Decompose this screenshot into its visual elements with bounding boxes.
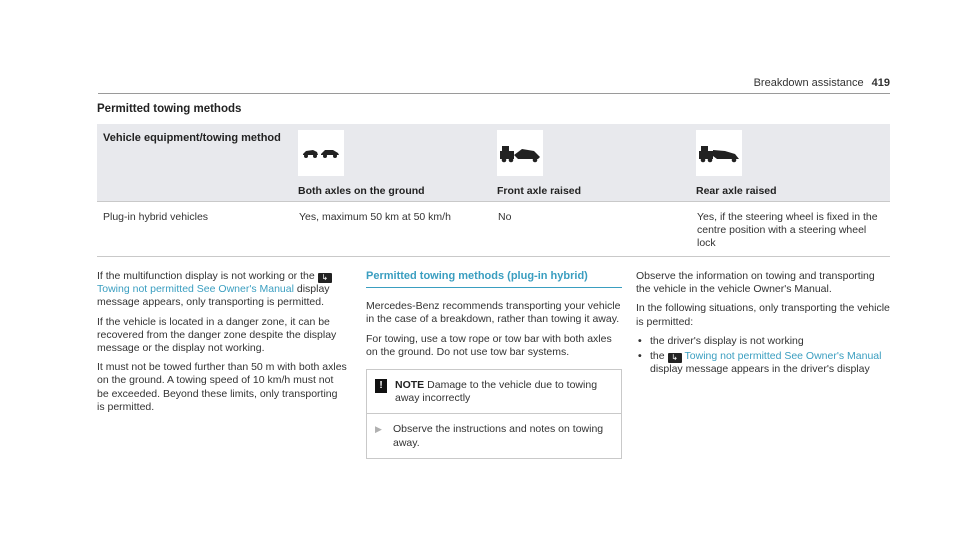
display-message-link[interactable]: Towing not permitted See Owner's Manual [97,283,294,296]
paragraph: It must not be towed further than 50 m with both axles on the ground. A towing speed of 10 km/h must not be exceeded. Beyond these limits, only transporting is permitted. [97,361,347,413]
cell-both-axles: Yes, maximum 50 km at 50 km/h [293,202,492,257]
car-both-axles-icon [298,130,344,176]
paragraph: Observe the information on towing and transporting the vehicle in the vehicle Owner's Manual. [636,270,875,296]
note-box [366,369,622,459]
column-label: Front axle raised [497,185,582,197]
list-item [636,335,891,348]
paragraph: For towing, use a tow rope or tow bar with both axles on the ground. Do not use tow bar systems. [366,332,612,358]
bullet-icon: • [638,350,642,363]
list-item [636,350,891,376]
table-header-col-rear-raised [691,124,890,202]
paragraph: Mercedes-Benz recommends transporting your vehicle in the case of a breakdown, rather than towing it away. [366,300,621,326]
tow-truck-front-raised-icon [497,130,543,176]
towing-warning-icon: ↳ [668,353,682,363]
paragraph-text: If the multifunction display is not working or the [97,270,315,282]
paragraph-text: display message appears, only transporting is permitted. [97,283,330,309]
list-item-text: the driver's display is not working [650,334,804,347]
page-number: 419 [871,77,890,89]
exclamation-icon: ! [375,379,387,393]
note-action-text: Observe the instructions and notes on towing away. [393,423,604,449]
header-rule [98,93,890,94]
paragraph: In the following situations, only transporting the vehicle is permitted: [636,302,890,328]
note-action [367,414,621,457]
note-label: NOTE [395,379,425,392]
table-header-cell [97,124,293,202]
table-header-col-both-axles [293,124,492,202]
tow-truck-rear-raised-icon [696,130,742,176]
cell-vehicle: Plug-in hybrid vehicles [97,202,293,257]
note-header [367,370,621,414]
text-column-middle [366,270,622,459]
paragraph: If the vehicle is located in a danger zone, it can be recovered from the danger zone despite the display message or the display not working. [97,315,337,355]
column-label: Rear axle raised [696,185,777,197]
bullet-icon: • [638,334,642,347]
text-column-left [97,270,347,420]
header-section: Breakdown assistance [753,77,864,89]
column-label: Both axles on the ground [298,185,425,197]
display-message-link[interactable]: Towing not permitted See Owner's Manual [684,350,882,363]
subsection-title: Permitted towing methods (plug-in hybrid) [366,270,622,288]
cell-front-raised: No [492,202,691,257]
text-column-right [636,270,891,378]
bullet-list [636,335,891,377]
towing-methods-table [97,124,890,257]
list-item-text: display message appears in the driver's display [650,363,870,376]
list-item-text: the [650,350,665,363]
table-header-label: Vehicle equipment/towing method [103,132,281,144]
table-row [97,202,890,257]
paragraph [97,270,347,310]
running-header [754,77,890,89]
table-header-col-front-raised [492,124,691,202]
towing-warning-icon: ↳ [318,273,332,283]
note-text: Damage to the vehicle due to towing away incorrectly [395,379,598,405]
table-header-row [97,124,890,202]
cell-rear-raised: Yes, if the steering wheel is fixed in the centre position with a steering wheel lock [691,202,890,257]
triangle-right-icon: ▶ [375,424,382,435]
note-text-wrap [395,379,613,405]
section-title: Permitted towing methods [97,103,242,115]
